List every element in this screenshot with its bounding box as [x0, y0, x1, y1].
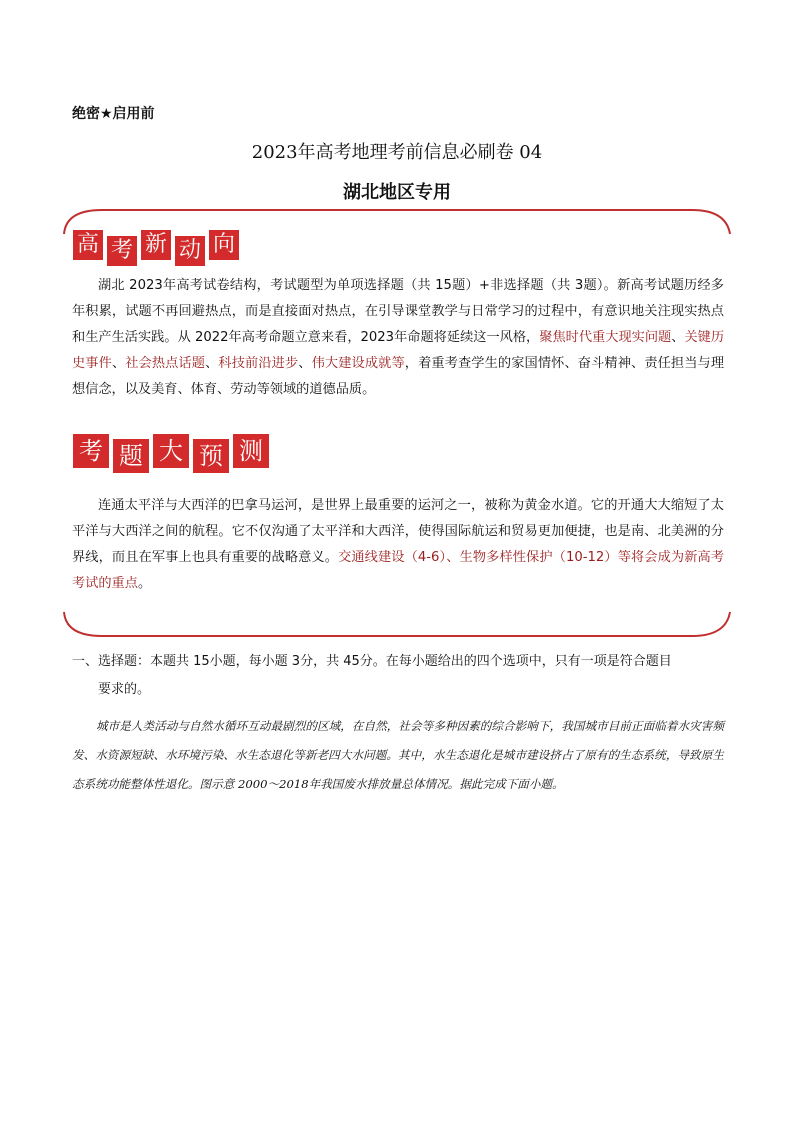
- reading-passage: 城市是人类活动与自然水循环互动最剧烈的区域，在自然，社会等多种因素的综合影响下，我国城市目前正面临着水灾害频发、水资源短缺、水环境污染、水生态退化等新老四大水问题。其中，水生态退化是城市建设挤占了原有的生态系统，导致原生态系统功能整体性退化。图示意 2000～2018年我国废水排放量总体情况。据此完成下面小题。: [72, 719, 724, 791]
- banner-tile: 向: [209, 230, 239, 260]
- banner-tile: 测: [233, 434, 269, 468]
- confidential-label: 绝密★启用前: [72, 106, 155, 122]
- banner-tile: 高: [73, 230, 103, 260]
- banner-tile: 题: [113, 439, 149, 473]
- emphasis-text: 交通线建设（4-6）、生物多样性保护（10-12）等将会成为新高考考试的重点: [72, 550, 725, 591]
- emphasis-text: 聚焦时代重大现实问题: [539, 330, 672, 345]
- text-run: 、: [205, 356, 219, 371]
- banner-tile: 考: [107, 236, 137, 266]
- new-trends-paragraph: [72, 273, 724, 403]
- banner-new-trends: [73, 230, 243, 266]
- page-subtitle: 湖北地区专用: [343, 182, 451, 203]
- text-run: 、: [671, 330, 685, 345]
- text-run: 、: [111, 356, 126, 371]
- banner-tile: 大: [153, 434, 189, 468]
- emphasis-text: 科技前沿进步: [218, 356, 299, 371]
- banner-tile: 新: [141, 230, 171, 260]
- page-title: 2023年高考地理考前信息必刷卷 04: [251, 142, 543, 163]
- banner-tile: 考: [73, 434, 109, 468]
- emphasis-text: 社会热点话题: [125, 356, 206, 371]
- exam-prediction-paragraph: [72, 493, 724, 597]
- banner-tile: 动: [175, 236, 205, 266]
- emphasis-text: 伟大建设成就等: [311, 356, 405, 371]
- emphasis-text: 关键历史事件: [72, 330, 725, 371]
- text-run: ，着重考查学生的家国情怀、奋斗精神、责任担当与理想信念，以及美育、体育、劳动等领域的道德品质。: [72, 356, 725, 397]
- question-line: 一、选择题：本题共 15小题，每小题 3分，共 45分。在每小题给出的四个选项中，只有一项是符合题目: [72, 654, 672, 669]
- text-run: 连通太平洋与大西洋的巴拿马运河，是世界上最重要的运河之一，被称为黄金水道。它的开通大大缩短了太平洋与大西洋之间的航程。它不仅沟通了太平洋和大西洋，使得国际航运和贸易更加便捷，也是南、北美洲的分界线，而且在军事上也具有重要的战略意义。: [72, 498, 724, 565]
- question-instructions: [72, 648, 724, 704]
- text-run: 湖北 2023年高考试卷结构，考试题型为单项选择题（共 15题）+非选择题（共 3题）。新高考试题历经多年积累，试题不再回避热点，而是直接面对热点，在引导课堂教学与日常学习的过程中，有意识地关注现实热点和生产生活实践。从 2022年高考命题立意来看，2023年命题将延续这一风格，: [72, 278, 724, 345]
- text-run: 。: [137, 576, 152, 591]
- frame-bottom-border: [62, 610, 732, 640]
- text-run: 、: [298, 356, 312, 371]
- question-line: 要求的。: [98, 682, 151, 697]
- banner-exam-prediction: [73, 434, 273, 473]
- banner-tile: 预: [193, 439, 229, 473]
